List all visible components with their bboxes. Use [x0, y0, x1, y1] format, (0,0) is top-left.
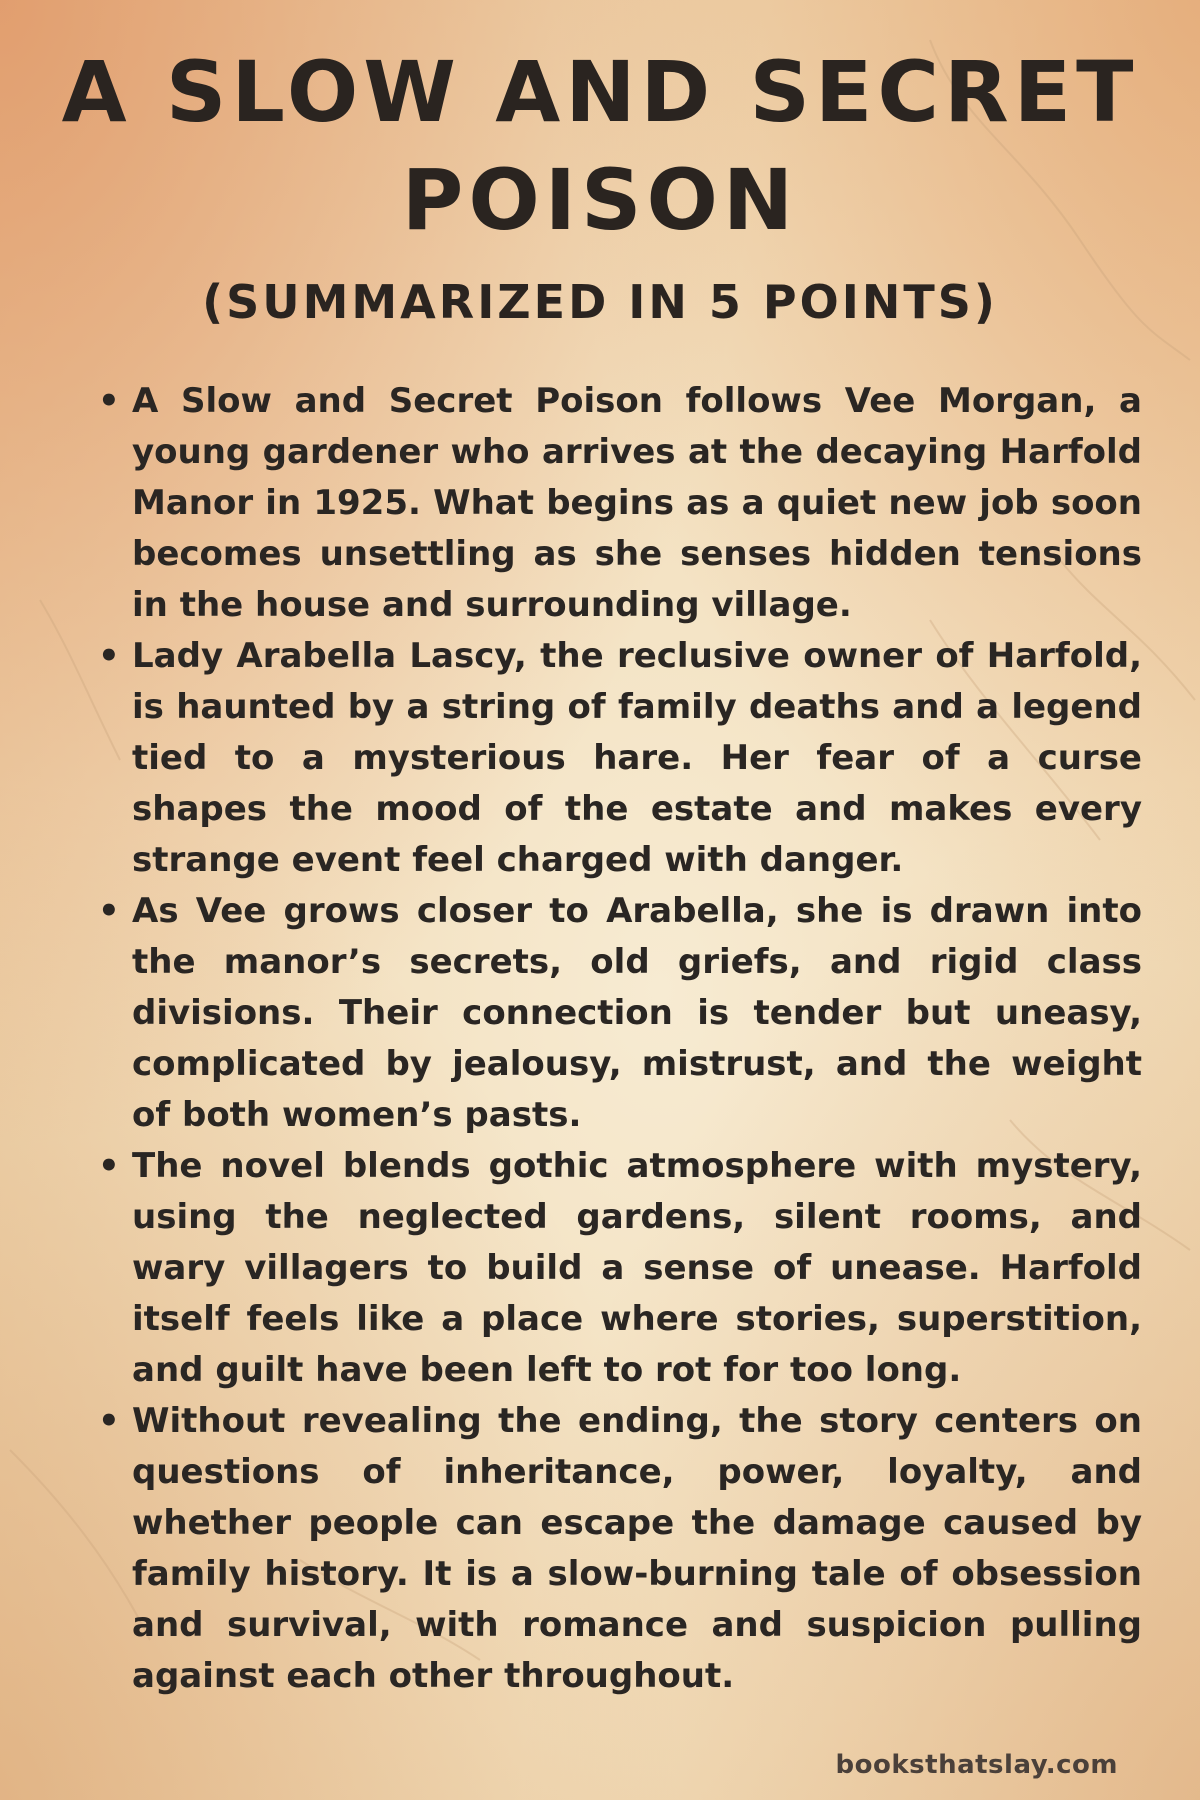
- bullet-icon: •: [98, 381, 120, 421]
- summary-point-4: [96, 1141, 1142, 1396]
- summary-point-text: The novel blends gothic atmosphere with mystery, using the neglected gardens, silent rooms, and wary villagers to build a sense of unease. Harfold itself feels like a place where stories, superstition, and guilt have been left to rot for too long.: [132, 1146, 1142, 1390]
- summary-point-5: [96, 1396, 1142, 1702]
- summary-point-text: As Vee grows closer to Arabella, she is drawn into the manor’s secrets, old griefs, and rigid class divisions. Their connection is tender but uneasy, complicated by jealousy, mistrust, and the weight of both women’s pasts.: [132, 891, 1142, 1135]
- site-watermark[interactable]: booksthatslay.com: [835, 1750, 1118, 1780]
- summary-point-text: Without revealing the ending, the story centers on questions of inheritance, power, loyalty, and whether people can escape the damage caused by family history. It is a slow-burning tale of obsession and survival, with romance and suspicion pulling against each other throughout.: [132, 1401, 1142, 1696]
- bullet-icon: •: [98, 1146, 120, 1186]
- summary-point-3: [96, 886, 1142, 1141]
- summary-point-2: [96, 631, 1142, 886]
- bullet-icon: •: [98, 636, 120, 676]
- bullet-icon: •: [98, 891, 120, 931]
- summary-point-text: A Slow and Secret Poison follows Vee Morgan, a young gardener who arrives at the decaying Harfold Manor in 1925. What begins as a quiet new job soon becomes unsettling as she senses hidden tensions in the house and surrounding village.: [132, 381, 1142, 625]
- page-title: A SLOW AND SECRET POISON: [61, 43, 1139, 249]
- page-subtitle: (SUMMARIZED IN 5 POINTS): [202, 275, 998, 329]
- bullet-icon: •: [98, 1401, 120, 1441]
- summary-point-1: [96, 376, 1142, 631]
- summary-point-text: Lady Arabella Lascy, the reclusive owner of Harfold, is haunted by a string of family deaths and a legend tied to a mysterious hare. Her fear of a curse shapes the mood of the estate and makes every strange event feel charged with danger.: [132, 636, 1142, 880]
- summary-points-list: [96, 376, 1142, 1702]
